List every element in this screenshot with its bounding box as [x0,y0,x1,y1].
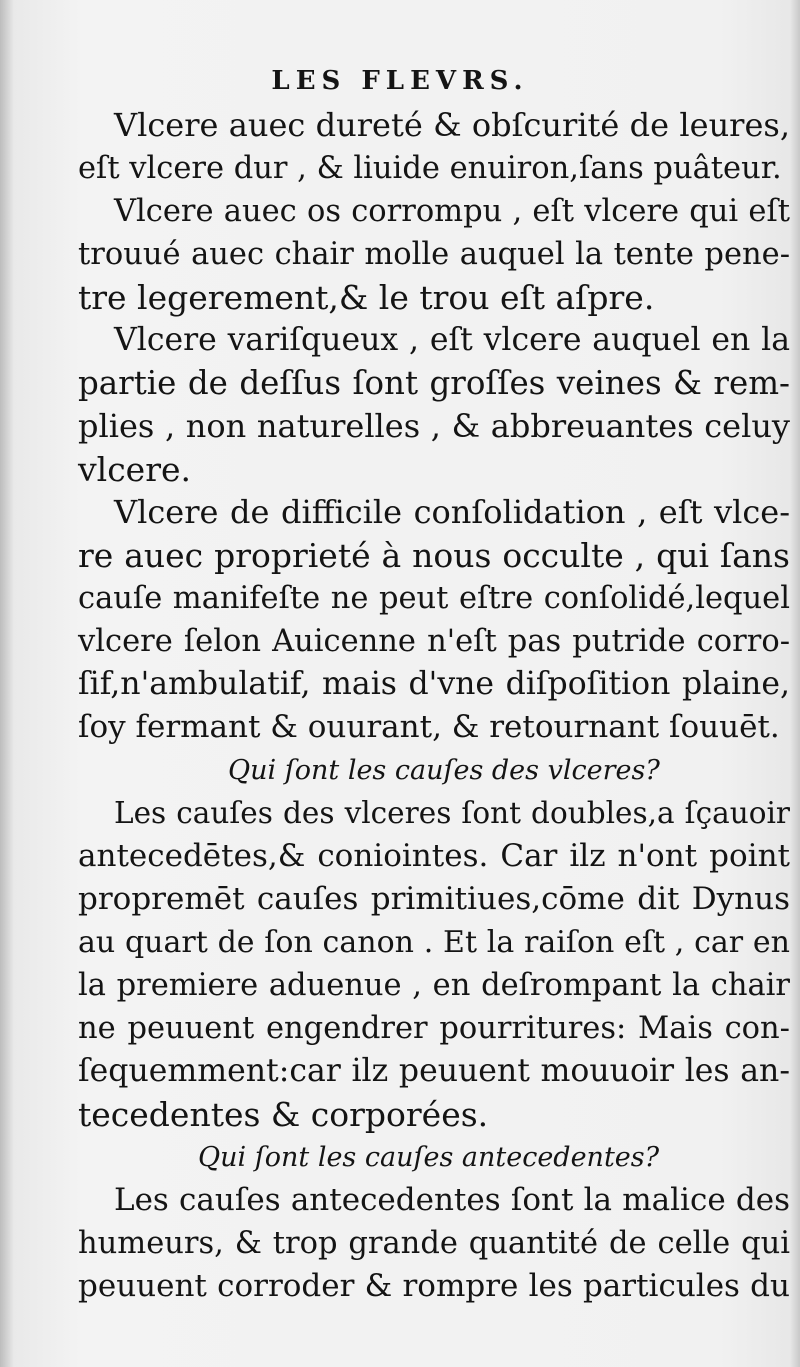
text-line: ſoy fermant & ouurant, & retournant ſouuēt. [78,709,780,745]
text-line: Vlcere auec os corrompu , eſt vlcere qui eſt [114,194,790,229]
text-line: vlcere. [78,450,192,489]
text-line: au quart de ſon canon . Et la raiſon eſt , car en [78,925,790,960]
text-line: Vlcere variſqueux , eſt vlcere auquel en la [114,322,790,358]
text-line: cauſe manifeſte ne peut eſtre conſolidé,lequel [78,581,790,616]
running-header: LES FLEVRS. [271,66,529,96]
text-line: propremēt cauſes primitiues,cōme dit Dynus [78,881,790,917]
text-line: partie de deſſus ſont groſſes veines & rem- [78,364,790,402]
text-line: ne peuuent engendrer pourritures: Mais con- [78,1011,790,1046]
text-line: la premiere aduenue , en deſrompant la chair [78,968,790,1003]
text-line: humeurs, & trop grande quantité de celle qui [78,1226,790,1261]
text-line: Vlcere de difficile conſolidation , eſt vlce- [114,493,790,531]
text-line: plies , non naturelles , & abbreuantes celuy [78,407,790,445]
text-line: Les cauſes des vlceres ſont doubles,a ſçauoir [114,796,790,830]
text-line: antecedētes,& coniointes. Car ilz n'ont point [78,838,790,874]
text-line: peuuent corroder & rompre les particules du [78,1268,790,1304]
text-line: trouué auec chair molle auquel la tente pene- [78,237,790,272]
text-line: ſequemment:car ilz peuuent mouuoir les an- [78,1053,790,1089]
gutter-shadow [0,0,14,1367]
question-heading: Qui ſont les cauſes des vlceres? [228,755,660,786]
text-line: tre legerement,& le trou eſt aſpre. [78,278,655,317]
text-line: Vlcere auec dureté & obſcurité de leures, [114,106,790,144]
text-line: eſt vlcere dur , & liuide enuiron,ſans puâteur. [78,151,782,186]
text-line: Les cauſes antecedentes ſont la malice des [114,1182,790,1218]
question-heading: Qui ſont les cauſes antecedentes? [198,1142,660,1173]
text-line: ſif,n'ambulatif, mais d'vne diſpoſition plaine, [78,666,790,702]
body-text [78,104,790,1308]
text-line: vlcere ſelon Auicenne n'eſt pas putride corro- [78,624,790,659]
page-edge-shadow [790,0,800,1367]
text-line: tecedentes & corporées. [78,1095,489,1134]
text-line: re auec proprieté à nous occulte , qui ſans [78,536,790,575]
